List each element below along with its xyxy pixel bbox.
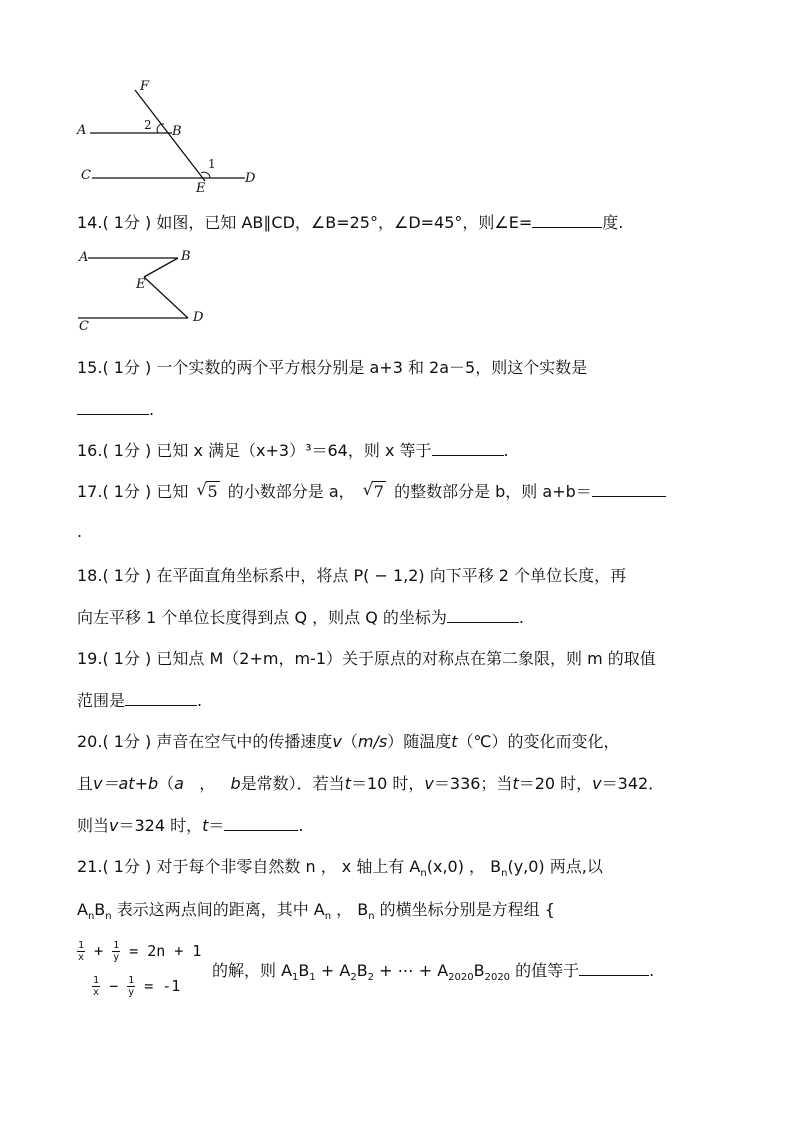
question-20	[77, 732, 619, 752]
q21-sub: n	[105, 911, 112, 923]
q21-text: 的值等于	[510, 961, 580, 980]
q20-var-v: v	[109, 816, 119, 835]
q21-text: B	[298, 961, 310, 980]
q21-text: 对于每个非零自然数 n ， x 轴上有 A	[156, 857, 421, 876]
q17-answer-blank[interactable]	[592, 482, 666, 497]
fig1-angle-1: 1	[208, 157, 216, 171]
q16-number: 16.	[77, 441, 103, 460]
q21-text: 的解，则 A	[212, 961, 293, 980]
q15-text: 一个实数的两个平方根分别是 a+3 和 2a－5，则这个实数是	[156, 358, 588, 377]
q21-text: + ⋯ + A	[374, 961, 449, 980]
q20-unit: m/s	[357, 732, 388, 751]
question-17-line2	[77, 522, 82, 542]
q20-var-v: v	[424, 774, 434, 793]
q14-score: ( 1分 )	[102, 213, 152, 232]
q20-var-t: t	[512, 774, 519, 793]
equation-1-rhs: = 2n + 1	[129, 942, 202, 960]
q17-part3: 的整数部分是 b，则 a+b＝	[394, 482, 592, 501]
q21-sub: n	[420, 868, 427, 880]
fig1-label-a: A	[77, 123, 87, 138]
q18-score: ( 1分 )	[102, 566, 152, 585]
line-ed	[144, 277, 188, 318]
q20-text: 声音在空气中的传播速度	[156, 732, 333, 751]
equation-2	[92, 975, 180, 998]
q21-text: (y,0) 两点,以	[507, 857, 603, 876]
fig1-label-f: F	[140, 79, 150, 94]
q17-number: 17.	[77, 482, 103, 501]
q20-text: 是常数）．若当	[240, 774, 345, 793]
q21-sub: 1	[292, 972, 299, 984]
question-20-line2	[77, 774, 664, 794]
q16-answer-blank[interactable]	[432, 441, 504, 456]
q20-var-a: a	[174, 774, 184, 793]
question-18	[77, 566, 626, 586]
q20-text: ，	[199, 774, 216, 793]
q20-score: ( 1分 )	[102, 732, 152, 751]
fig2-label-e: E	[136, 277, 146, 292]
q20-text: （	[158, 774, 175, 793]
equation-1	[77, 940, 201, 963]
fig1-label-d: D	[245, 171, 256, 186]
q20-answer-blank[interactable]	[224, 816, 298, 831]
question-18-line2	[77, 608, 524, 628]
q14-tail: 度.	[602, 213, 624, 232]
q21-text: B	[94, 900, 106, 919]
q20-text: ＝20 时，	[518, 774, 593, 793]
q14-answer-blank[interactable]	[532, 213, 602, 228]
q16-score: ( 1分 )	[102, 441, 152, 460]
q19-tail: .	[197, 691, 203, 710]
question-15	[77, 358, 587, 378]
minus-sign: −	[109, 977, 119, 995]
q14-number: 14.	[77, 213, 103, 232]
q20-var-v: v	[592, 774, 602, 793]
q20-text: ＝342．	[601, 774, 665, 793]
q21-text: 的横坐标分别是方程组 {	[374, 900, 555, 919]
angle-2-arc	[157, 124, 164, 133]
q21-tail: .	[649, 961, 655, 980]
q16-tail: .	[503, 441, 509, 460]
q17-score: ( 1分 )	[102, 482, 152, 501]
q18-number: 18.	[77, 566, 103, 585]
q19-number: 19.	[77, 649, 103, 668]
plus-sign: +	[94, 942, 104, 960]
q20-text: ＝10 时，	[350, 774, 425, 793]
q19-line1: 已知点 M（2+m，m-1）关于原点的对称点在第二象限，则 m 的取值	[156, 649, 656, 668]
q21-sub: 1	[309, 972, 316, 984]
q19-score: ( 1分 )	[102, 649, 152, 668]
q20-var-t: t	[451, 732, 458, 751]
q20-text: （℃）的变化而变化，	[457, 732, 620, 751]
q18-line1: 在平面直角坐标系中，将点 P( − 1,2) 向下平移 2 个单位长度，再	[156, 566, 627, 585]
q21-text: A	[77, 900, 88, 919]
fig1-angle-2: 2	[144, 118, 152, 132]
q20-var-t: t	[202, 816, 209, 835]
q21-text: 表示这两点间的距离，其中 A	[111, 900, 325, 919]
q20-text: ＝	[208, 816, 225, 835]
line-be	[144, 258, 178, 277]
q21-text: B	[356, 961, 368, 980]
q21-sub: 2	[367, 972, 375, 984]
question-19	[77, 649, 656, 669]
q20-text: （	[341, 732, 358, 751]
q18-line2: 向左平移 1 个单位长度得到点 Q ，则点 Q 的坐标为	[77, 608, 447, 627]
q21-answer-blank[interactable]	[579, 961, 649, 976]
fig1-label-c: C	[81, 168, 91, 183]
figure-parallel-lines-transversal	[70, 78, 270, 198]
q20-var-b: b	[230, 774, 241, 793]
line-fe	[135, 90, 205, 181]
equation-2-rhs: = -1	[144, 977, 181, 995]
q21-sub: n	[324, 911, 332, 923]
q21-number: 21.	[77, 857, 103, 876]
question-16	[77, 441, 509, 461]
q20-text: ＝324 时，	[118, 816, 203, 835]
sqrt-7: √ 7	[362, 480, 384, 501]
q14-text: 如图，已知 AB∥CD，∠B=25°，∠D=45°，则∠E=	[156, 213, 533, 232]
question-21-line2	[77, 900, 555, 927]
q21-text: ， B	[331, 900, 369, 919]
q17-part2: 的小数部分是 a，	[227, 482, 355, 501]
sqrt-5: √ 5	[196, 480, 218, 501]
q16-text: 已知 x 满足（x+3）³＝64，则 x 等于	[156, 441, 432, 460]
q15-number: 15.	[77, 358, 103, 377]
fig1-label-b: B	[172, 124, 182, 139]
q20-var-v: v	[332, 732, 342, 751]
fig1-label-e: E	[196, 181, 206, 196]
q20-text: ＝336；当	[433, 774, 513, 793]
q19-answer-blank[interactable]	[125, 691, 197, 706]
q20-text: 则当	[77, 816, 110, 835]
q21-sub: n	[368, 911, 375, 923]
fig2-label-d: D	[193, 310, 204, 325]
question-19-line2	[77, 691, 202, 711]
q20-text: ）随温度	[387, 732, 452, 751]
q17-tail: .	[77, 522, 83, 541]
question-15-line2	[77, 400, 154, 420]
q15-score: ( 1分 )	[102, 358, 152, 377]
frac-1-over-y: $\frac{1}{y}$	[113, 940, 120, 963]
frac-1-over-x: $\frac{1}{x}$	[93, 975, 100, 998]
q15-tail: .	[149, 400, 155, 419]
q19-line2: 范围是	[77, 691, 126, 710]
fig2-label-b: B	[181, 249, 191, 264]
q21-sub: n	[501, 868, 508, 880]
frac-1-over-x: $\frac{1}{x}$	[78, 940, 85, 963]
q18-tail: .	[518, 608, 524, 627]
q21-sub: 2	[350, 972, 357, 984]
q21-text: + A	[315, 961, 351, 980]
q18-answer-blank[interactable]	[447, 608, 519, 623]
question-20-line3	[77, 816, 304, 836]
question-21-line3	[212, 961, 654, 988]
question-21	[77, 857, 603, 884]
q21-sub: 2020	[448, 972, 474, 984]
fig2-label-a: A	[79, 250, 89, 265]
q20-tail: .	[298, 816, 304, 835]
q20-text: 且	[77, 774, 94, 793]
q21-sub: 2020	[484, 972, 511, 984]
q15-answer-blank[interactable]	[77, 400, 149, 415]
q21-text: (x,0) ， B	[426, 857, 502, 876]
q20-number: 20.	[77, 732, 103, 751]
q21-text: B	[473, 961, 485, 980]
q17-part1: 已知	[156, 482, 189, 501]
fig2-label-c: C	[79, 319, 89, 334]
q20-formula: v＝at+b	[93, 774, 159, 793]
question-17	[77, 482, 666, 502]
question-14	[77, 213, 623, 233]
q20-var-t: t	[344, 774, 351, 793]
q21-score: ( 1分 )	[102, 857, 152, 876]
frac-1-over-y: $\frac{1}{y}$	[128, 975, 135, 998]
q21-sub: n	[87, 911, 95, 923]
